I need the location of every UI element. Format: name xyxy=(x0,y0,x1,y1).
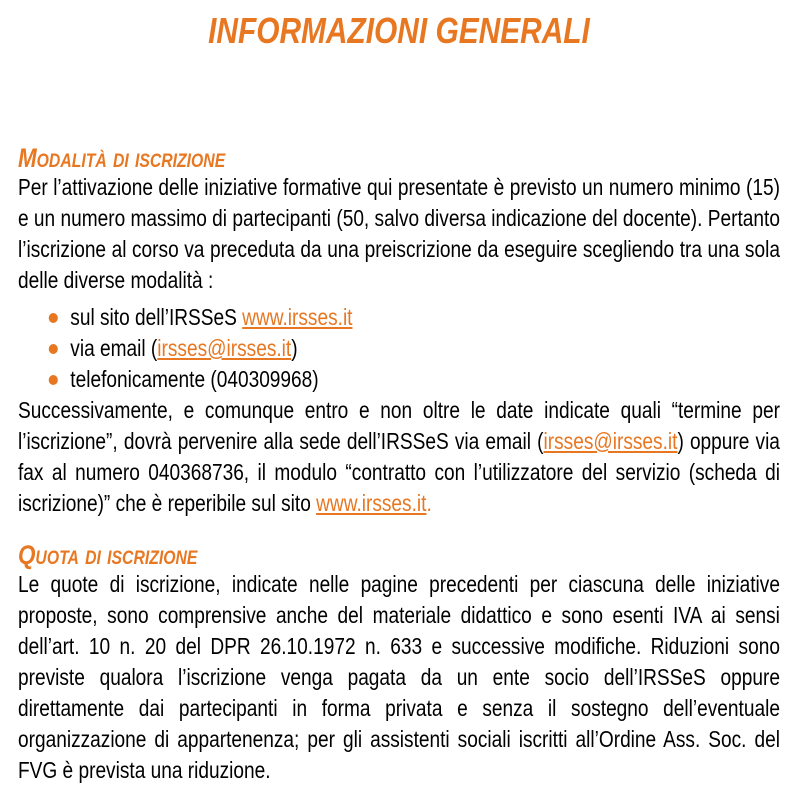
text-run: sul sito dell’IRSSeS xyxy=(70,304,243,330)
bullet-icon xyxy=(49,313,58,323)
text-run: via email ( xyxy=(70,335,158,361)
email-link[interactable]: irsses@irsses.it xyxy=(543,428,678,454)
bullet-item xyxy=(18,333,780,364)
text-run: telefonicamente (040309968) xyxy=(70,366,319,392)
paragraph xyxy=(18,395,780,519)
text-run: ) xyxy=(291,335,298,361)
email-link[interactable]: irsses@irsses.it xyxy=(157,335,292,361)
document-section xyxy=(18,144,780,519)
paragraph xyxy=(18,172,780,296)
document-body xyxy=(18,0,780,786)
paragraph xyxy=(18,569,780,786)
section-heading: Quota di iscrizione xyxy=(18,540,198,570)
text-run: Per l’attivazione delle iniziative formative qui presentate è previsto un numero minimo (15) e un numero massimo di partecipanti (50, salvo diversa indicazione del docente). Pertanto l’iscrizione al corso va preceduta da una preiscrizione da eseguire scegliendo tra una sola delle diverse modalità : xyxy=(18,174,780,293)
page-title: INFORMAZIONI GENERALI xyxy=(208,10,590,51)
bullet-item xyxy=(18,302,780,333)
bullet-icon xyxy=(49,344,58,354)
text-run: . xyxy=(426,490,432,516)
website-link[interactable]: www.irsses.it xyxy=(316,490,427,516)
bullet-item xyxy=(18,364,780,395)
bullet-list xyxy=(18,302,780,395)
section-heading: Modalità di iscrizione xyxy=(18,143,226,173)
text-run: ) oppure via fax al numero 040368736, il modulo “contratto con l’utilizzatore del servizio (scheda di iscrizione)” che è reperibile sul sito xyxy=(18,428,780,516)
text-run: Le quote di iscrizione, indicate nelle pagine precedenti per ciascuna delle iniziative proposte, sono comprensive anche del materiale didattico e sono esenti IVA ai sensi dell’art. 10 n. 20 del DPR 26.10.1972 n. 633 e successive modifiche. Riduzioni sono previste qualora l’iscrizione venga pagata da un ente socio dell’IRSSeS oppure direttamente dai partecipanti in forma privata e senza il sostegno dell’eventuale organizzazione di appartenenza; per gli assistenti sociali iscritti all’Ordine Ass. Soc. del FVG è prevista una riduzione. xyxy=(18,571,780,783)
bullet-icon xyxy=(49,375,58,385)
document-section xyxy=(18,541,780,786)
text-run: Successivamente, e comunque entro e non oltre le date indicate quali “termine per l’iscrizione”, dovrà pervenire alla sede dell’IRSSeS via email ( xyxy=(18,397,780,454)
website-link[interactable]: www.irsses.it xyxy=(242,304,353,330)
document-sections xyxy=(18,144,780,786)
